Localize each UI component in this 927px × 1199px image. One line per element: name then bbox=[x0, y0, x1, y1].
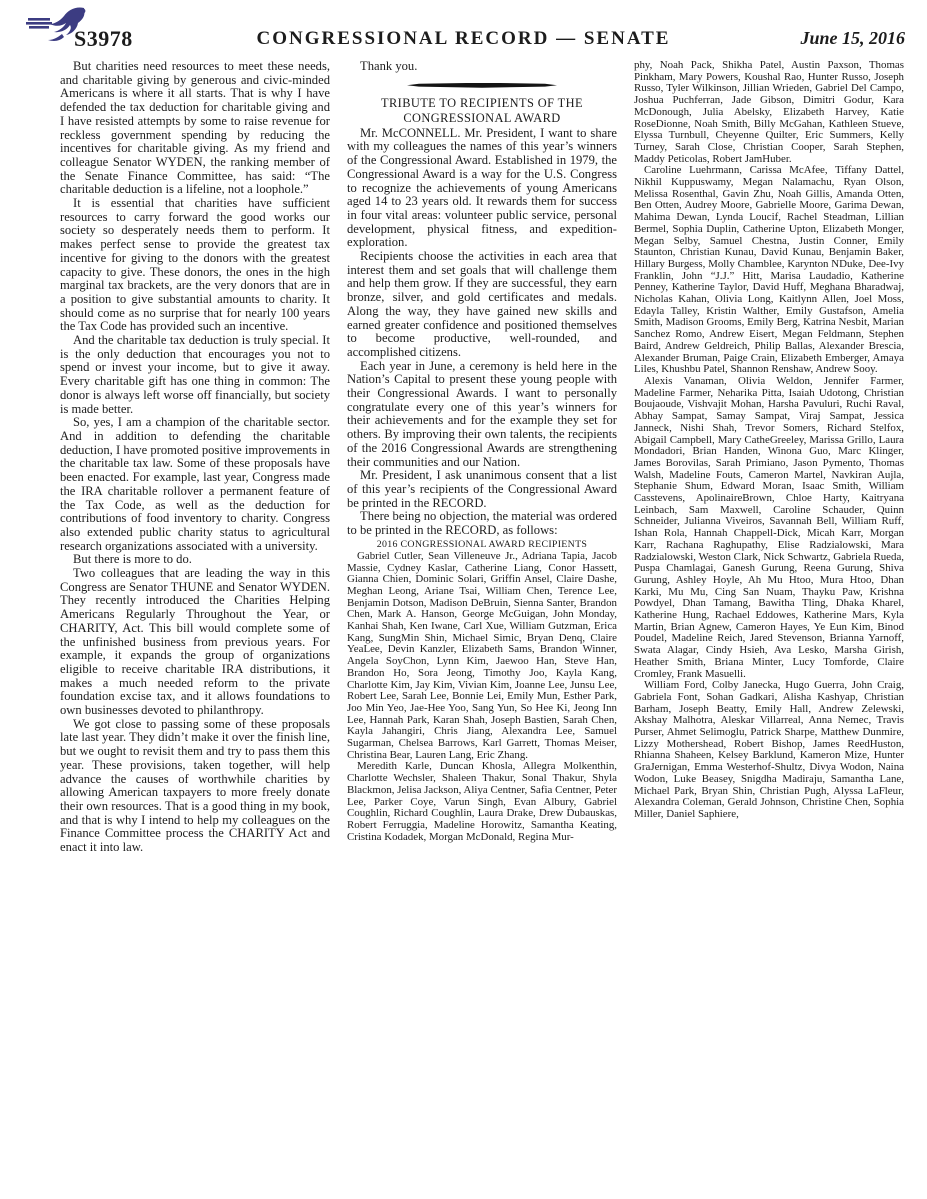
column-right bbox=[634, 60, 904, 821]
recipients-list-heading: 2016 CONGRESSIONAL AWARD RECIPIENTS bbox=[376, 538, 588, 550]
recipients-paragraph: Meredith Karle, Duncan Khosla, Allegra Molkenthin, Charlotte Wechsler, Shaleen Thakur, Sonal Thakur, Shyla Blackmon, Jelisa Jackson, Aliya Centner, Safia Centner, Peter Lee, Parker Coye, Varun Singh, Evan Albury, Gabriel Coughlin, Richard Coughlin, Laura Drake, Drew Dubauskas, Robert Ferruggia, Madeline Horowitz, Samantha Keating, Cristina Kodadek, Morgan McDonald, Regina Mur- bbox=[347, 760, 617, 843]
recipients-paragraph: phy, Noah Pack, Shikha Patel, Austin Paxson, Thomas Pinkham, Mary Powers, Koushal Rao, Hunter Russo, Joseph Russo, Tyler Wilkinson, Jillian Wrieden, Gabriel Del Campo, Joshua Puchferran, Jade Gibson, Dimitri Godur, Kara McDonough, Julia Abelsky, Elizabeth Harvey, Katie RoseDionne, Noah Smith, Billy McGahan, Kathleen Stueve, Elyssa Turnbull, Cheyenne Quilter, Eric Summers, Kelly Turney, Sarah Close, Christian Cooper, Sarah Stephen, Maddy Peticolas, Robert JamHuber. bbox=[634, 59, 904, 165]
masthead-title: CONGRESSIONAL RECORD — SENATE bbox=[256, 28, 671, 49]
column-left bbox=[60, 60, 330, 855]
column-middle bbox=[347, 60, 617, 843]
article-heading: TRIBUTE TO RECIPIENTS OF THE CONGRESSIONAL AWARD bbox=[381, 95, 583, 126]
issue-date: June 15, 2016 bbox=[800, 28, 905, 48]
paragraph: And the charitable tax deduction is truly special. It is the only deduction that encourages you not to spend or invest your income, but to give it away. Every charitable gift has one thing in common: The donor is always left worse off financially, but society is made better. bbox=[60, 333, 330, 416]
paragraph: Each year in June, a ceremony is held here in the Nation’s Capital to present these young people with their Congressional Awards. I want to personally congratulate every one of this year’s winners for their achievements and for the example they set for others. By improving their own talents, the recipients of the 2016 Congressional Awards are strengthening their communities and our Nation. bbox=[347, 358, 617, 469]
speech-closing-line: Thank you. bbox=[360, 59, 418, 73]
recipients-paragraph: Alexis Vanaman, Olivia Weldon, Jennifer Farmer, Madeline Farmer, Neharika Pitta, Isaiah Udotong, Christian Boujaoude, Vishvajit Mohan, Harsha Pavuluri, Ruchi Raval, Abhay Sampat, Samay Sampat, Viraj Sampat, Jessica Janneck, Nishi Shah, Trevor Somers, Richard Stelfox, Abigail Campbell, Mary CatheGreeley, Marissa Grillo, Laura Mondadori, Brian Handen, Winona Guo, Marc Klinger, James Borovilas, Sarah Primiano, Jason Pymento, Thomas Walsh, Madeline Fouts, Cameron Martel, Navkiran Aujla, Stephanie Shum, Edward Moran, Isaac Smith, William Casstevens, ApolinaireBrown, Chloe Harty, Kaitryana Leinbach, Sam Maxwell, Caroline Schauder, Quinn Schneider, Julianna Viveiros, Savannah Bell, William Ruff, Ishan Rola, Hannah Chappell-Dick, Micah Karr, Morgan Karr, Rachana Raghupathy, Elise Radzialowski, Mara Radzialowski, Weston Clark, Nick Schwartz, Gabriela Rueda, Puspa Chamlagai, Ganesh Gurung, Reena Gurung, Shiva Gurung, Ashley Hoyle, Ah Mu Htoo, Mura Htoo, Dhan Karki, Mu Mu, Cing San Nuam, Thayku Paw, Krishna Powdyel, Dhan Tamang, Bawitha Tling, Dhaka Kharel, Katherine Hung, Rachael Eddowes, Katherine Mars, Kyla Martin, Brian Agnew, Cameron Hayes, Ye Eun Kim, Binod Poudel, Madeline Reich, Jared Stevenson, Brianna Yarnoff, Swata Alagar, Cindy Hsieh, Ava Lesko, Marsha Girish, Heather Smith, Briana Minter, Lucy Tomforde, Claire Cromley, Frank Masuelli. bbox=[634, 374, 904, 680]
paragraph: But charities need resources to meet these needs, and charitable giving by generous and civic-minded Americans is where it all starts. That is why I have defended the tax deduction for charitable giving and I have resisted attempts by some to raise revenue for reckless government spending by reducing the incentives for charitable giving. As my friend and colleague Senator WYDEN, the ranking member of the Senate Finance Committee, has said: “The charitable deduction is a lifeline, not a loophole.” bbox=[60, 59, 330, 197]
paragraph: But there is more to do. bbox=[73, 552, 192, 567]
paragraph: There being no objection, the material was ordered to be printed in the RECORD, as follows: bbox=[347, 509, 617, 538]
paragraph: We got close to passing some of these proposals late last year. They didn’t make it over the finish line, but we ought to revisit them and try to pass them this year. These provisions, taken together, will help advance the causes of worthwhile charities by allowing American taxpayers to more freely donate their own resources. That is a good thing in my book, and that is why I intend to help my colleagues on the Finance Committee process the CHARITY Act and enact it into law. bbox=[60, 716, 330, 855]
paragraph: It is essential that charities have sufficient resources to carry forward the good works our society so desperately needs them to perform. It makes perfect sense to provide the greatest tax incentive for giving to the donors with the greatest capacity to give. These donors, the ones in the high marginal tax brackets, are the very donors that are in a position to give substantial amounts to charity. It should come as no surprise that for nearly 100 years the Tax Code has provided such an incentive. bbox=[60, 196, 330, 334]
paragraph: Two colleagues that are leading the way in this Congress are Senator THUNE and Senator WYDEN. They recently introduced the Charities Helping Americans Regularly Throughout the Year, or CHARITY, Act. This bill would complete some of the unfinished business from previous years. For example, it expands the group of organizations eligible to receive charitable IRA distributions, it makes a much needed reform to the private foundation excise tax, and it allows foundations to own businesses devoted to philanthropy. bbox=[60, 566, 330, 718]
recipients-paragraph: Gabriel Cutler, Sean Villeneuve Jr., Adriana Tapia, Jacob Massie, Cydney Kaslar, Catherine Liang, Conor Hassett, Gianna Chien, Dominic Solari, Griffin Ansel, Claire Dashe, Meghan Leong, Ariane Tsai, William Chen, Terence Lee, Benjamin Dotson, Madison DeBruin, Sienna Santer, Brandon Chen, Mark A. Hanson, George McGuigan, John Monday, Kanhai Shah, Ken Iwane, Carl Xue, William Gutzman, Erica Kang, SungMin Shin, Michael Simic, Bryan Denq, Claire YeaLee, Devin Kanzler, Elizabeth Sams, Brandon Winner, Angela SoyChon, Lynn Kim, Jaewoo Han, Steve Han, Brandon Ho, Sora Jeong, Timothy Joo, Kayla Kang, Charlotte Kim, Jay Kim, Vivian Kim, Joanne Lee, Junsu Lee, Robert Lee, Sarah Lee, Bonnie Lei, Emily Mun, Esther Park, Joo Min Yeo, Jae-Hee Yoo, Sang Yun, So Hee Ki, Jeong Inn Lee, Hannah Park, Karan Shah, Joseph Bastien, Sarah Chen, Kayla Jahangiri, Chris Jiang, Alexandra Lee, Samuel Sugarman, Chelsea Barrows, Karl Garrett, Thomas Meiser, Christina Bear, Lauren Lang, Eric Zhang. bbox=[347, 549, 617, 761]
page-number: S3978 bbox=[74, 26, 133, 51]
paragraph: Recipients choose the activities in each area that interest them and set goals that will challenge them and help them grow. If they are successful, they earn bronze, silver, and gold certificates and medals. Along the way, they have gained new skills and earned greater confidence and positioned themselves to become productive, well-rounded, and accomplished citizens. bbox=[347, 249, 617, 359]
article-separator-rule bbox=[407, 83, 557, 88]
recipients-paragraph: Caroline Luehrmann, Carissa McAfee, Tiffany Dattel, Nikhil Kuppuswamy, Megan Nalamachu, Ryan Olson, Melissa Rosenthal, Gavin Zhu, Noah Gillis, Amanda Otten, Ben Otten, Audrey Moore, Gabrielle Moore, Garima Dewan, Mahima Dewan, Lynda Loucif, Rachel Steadman, Lillian Bermel, Sophia Duplin, Catherine Upton, Elizabeth Monger, Megan Selby, Samuel Chestna, Justin Conner, Emily Staunton, Christian Kunau, David Kunau, Benjamin Baker, Hillary Burgess, Molly Chamblee, Karynton NDuke, Dee-Ivy Franklin, John “J.J.” Hitt, Marisa Laudadio, Katherine Penney, Katherine Taylor, David Huff, Meghana Bharadwaj, Nicholas Kahan, Olivia Long, Kaitlynn Allen, Joel Moss, Edayla Talley, Kristin Walther, Emily Gustafson, Amelia Smith, Madison Grooms, Emily Berg, Katrina Nesbit, Marian Sanchez Romo, Andrew Eisert, Megan Feldmann, Stephen Baird, Andrew Geldreich, Philip Ballas, Alexander Brescia, Alexander Bruman, Paige Crain, Elizabeth Emberger, Amaya Liles, Khushbu Patel, Shannon Renshaw, Andrew Sooy. bbox=[634, 164, 904, 376]
text-columns bbox=[60, 60, 904, 855]
paragraph: Mr. President, I ask unanimous consent that a list of this year’s recipients of the Congressional Award be printed in the RECORD. bbox=[347, 468, 617, 510]
recipients-list bbox=[347, 551, 617, 844]
paragraph: Mr. McCONNELL. Mr. President, I want to share with my colleagues the names of this year’s winners of the Congressional Award. Established in 1979, the Congressional Award is a way for the U.S. Congress to recognize the achievements of young Americans aged 14 to 23 years old. It rewards them for success in four vital areas: volunteer public service, personal development, physical fitness, and expedition-exploration. bbox=[347, 125, 617, 250]
recipients-paragraph: William Ford, Colby Janecka, Hugo Guerra, John Craig, Gabriela Font, Sohan Gadkari, Alisha Kashyap, Christian Barham, Joseph Beatty, Emily Hall, Andrew Zelewski, Akshay Malhotra, Aleskar Villarreal, Anna Nemec, Travis Purser, Ahmet Selimoglu, Patrick Sharpe, Matthew Dunmire, Lizzy Mothershead, Robert Bishop, James ReedHuston, Rhianna Shaheen, Kelsey Barklund, Kameron Mize, Hunter GraJernigan, Emma Westerhof-Shultz, Divya Wodon, Naina Wodon, Luke Beasey, Snigdha Madiraju, Samantha Lane, Michael Park, Bryan Shin, Christian Pugh, Alyssa LaFleur, Alexandra Coleman, Gerald Johnson, Christine Chen, Sophia Miller, Daniel Saphiere, bbox=[634, 679, 904, 820]
paragraph: So, yes, I am a champion of the charitable sector. And in addition to defending the charitable deduction, I have promoted positive improvements in the charitable tax law. Some of these proposals have been enacted. For example, last year, Congress made the IRA charitable rollover a permanent feature of the Tax Code, as well as the deduction for contributions of food inventory to charity. Congress also extended public charity status to agricultural research organizations associated with a university. bbox=[60, 415, 330, 553]
